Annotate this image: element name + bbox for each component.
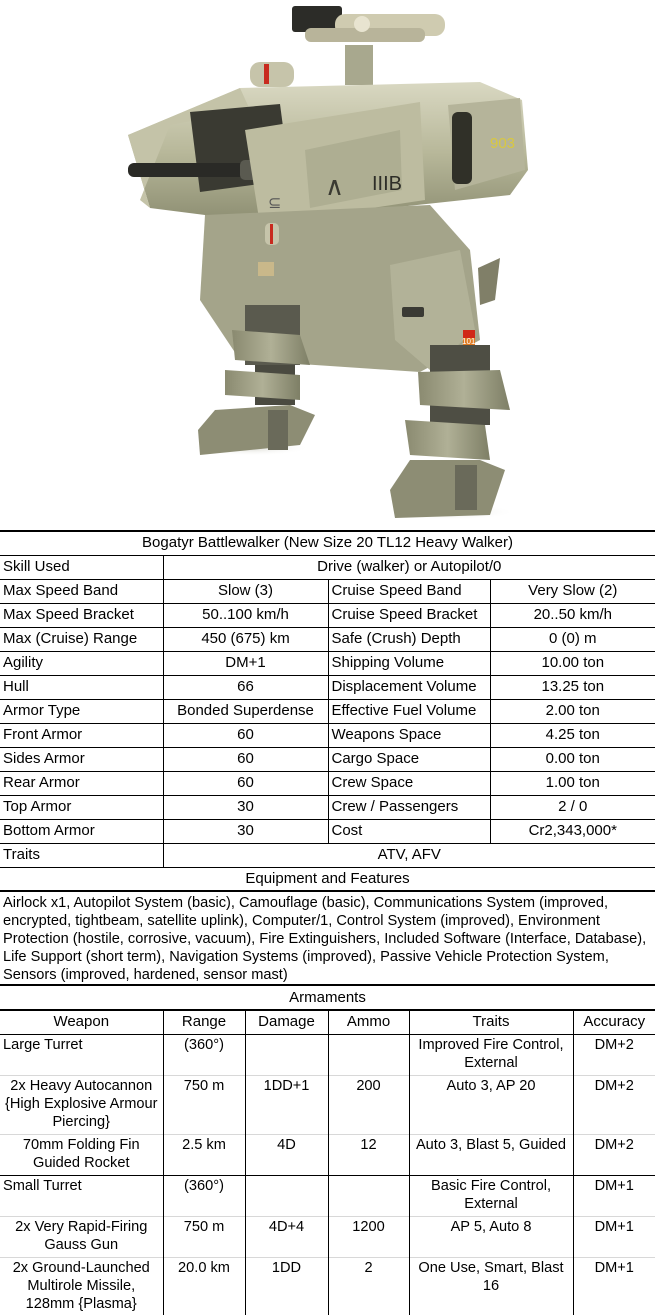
weapon-traits: Auto 3, Blast 5, Guided [409, 1134, 573, 1175]
weapon-name: 70mm Folding Fin Guided Rocket [0, 1134, 163, 1175]
weapon-damage: 4D [245, 1134, 328, 1175]
stat-value: 60 [163, 747, 328, 771]
stat-value: Very Slow (2) [490, 579, 655, 603]
weapon-range: 20.0 km [163, 1257, 245, 1315]
column-header-traits: Traits [409, 1010, 573, 1034]
weapon-accuracy: DM+1 [573, 1175, 655, 1216]
weapon-damage: 4D+4 [245, 1216, 328, 1257]
stat-label: Displacement Volume [328, 675, 490, 699]
vehicle-stats-table [0, 530, 655, 868]
stat-value: 450 (675) km [163, 627, 328, 651]
stat-label: Cargo Space [328, 747, 490, 771]
weapon-accuracy: DM+1 [573, 1257, 655, 1315]
skill-value: Drive (walker) or Autopilot/0 [163, 555, 655, 579]
stat-value: 13.25 ton [490, 675, 655, 699]
weapon-mount-row [0, 1175, 655, 1216]
stats-row [0, 723, 655, 747]
armaments-table [0, 1009, 655, 1315]
stat-label: Weapons Space [328, 723, 490, 747]
column-header-damage: Damage [245, 1010, 328, 1034]
column-header-ammo: Ammo [328, 1010, 409, 1034]
weapon-accuracy: DM+2 [573, 1075, 655, 1134]
skill-label: Skill Used [0, 555, 163, 579]
weapon-row [0, 1216, 655, 1257]
stat-value: Bonded Superdense [163, 699, 328, 723]
stats-row [0, 795, 655, 819]
stat-label: Hull [0, 675, 163, 699]
weapon-traits: Auto 3, AP 20 [409, 1075, 573, 1134]
weapon-range: 750 m [163, 1216, 245, 1257]
svg-text:903: 903 [490, 135, 516, 152]
weapon-range: (360°) [163, 1034, 245, 1075]
stats-row [0, 819, 655, 843]
stat-value: 60 [163, 771, 328, 795]
cost-value: Cr2,343,000* [490, 819, 655, 843]
svg-text:101: 101 [462, 337, 476, 346]
weapon-accuracy: DM+2 [573, 1034, 655, 1075]
stat-value: 2.00 ton [490, 699, 655, 723]
stat-label: Cost [328, 819, 490, 843]
weapon-ammo [328, 1175, 409, 1216]
stat-value: 10.00 ton [490, 651, 655, 675]
stat-label: Bottom Armor [0, 819, 163, 843]
weapon-traits: Basic Fire Control, External [409, 1175, 573, 1216]
stat-label: Armor Type [0, 699, 163, 723]
weapon-range: (360°) [163, 1175, 245, 1216]
weapon-range: 750 m [163, 1075, 245, 1134]
column-header-accuracy: Accuracy [573, 1010, 655, 1034]
stat-value: 50..100 km/h [163, 603, 328, 627]
weapon-damage [245, 1034, 328, 1075]
stats-row [0, 603, 655, 627]
column-header-range: Range [163, 1010, 245, 1034]
stats-row [0, 627, 655, 651]
weapon-damage: 1DD [245, 1257, 328, 1315]
weapon-traits: AP 5, Auto 8 [409, 1216, 573, 1257]
equipment-heading: Equipment and Features [245, 870, 410, 887]
weapon-damage [245, 1175, 328, 1216]
stat-label: Cruise Speed Band [328, 579, 490, 603]
weapon-ammo: 200 [328, 1075, 409, 1134]
stat-value: 60 [163, 723, 328, 747]
stats-row [0, 747, 655, 771]
weapon-ammo [328, 1034, 409, 1075]
weapon-traits: Improved Fire Control, External [409, 1034, 573, 1075]
stat-value: Slow (3) [163, 579, 328, 603]
weapon-mount-row [0, 1034, 655, 1075]
stats-row [0, 699, 655, 723]
stats-row [0, 651, 655, 675]
stat-label: Safe (Crush) Depth [328, 627, 490, 651]
weapon-ammo: 12 [328, 1134, 409, 1175]
stat-label: Max (Cruise) Range [0, 627, 163, 651]
weapon-ammo: 1200 [328, 1216, 409, 1257]
stat-label: Crew / Passengers [328, 795, 490, 819]
equipment-list: Airlock x1, Autopilot System (basic), Camouflage (basic), Communications System (improved, encrypted, tightbeam, satellite uplink), Computer/1, Control System (improved), Environment Protection (hostile, corrosive, vacuum), Fire Extinguishers, Included Software (Interface, Database), Life Support (short term), Navigation Systems (improved), Passive Vehicle Protection System, Sensors (improved, hardened, sensor mast) [0, 890, 655, 986]
weapon-name: Large Turret [0, 1034, 163, 1075]
stats-title-row [0, 531, 655, 555]
traits-label: Traits [0, 843, 163, 867]
weapon-range: 2.5 km [163, 1134, 245, 1175]
armaments-header-row [0, 1010, 655, 1034]
weapon-name: 2x Ground-Launched Multirole Missile, 128mm {Plasma} [0, 1257, 163, 1315]
stat-value: 0 (0) m [490, 627, 655, 651]
weapon-row [0, 1075, 655, 1134]
armaments-heading: Armaments [289, 989, 366, 1006]
stat-label: Cruise Speed Bracket [328, 603, 490, 627]
stat-value: 0.00 ton [490, 747, 655, 771]
stat-label: Sides Armor [0, 747, 163, 771]
svg-text:IIIB: IIIB [372, 173, 403, 195]
weapon-ammo: 2 [328, 1257, 409, 1315]
stat-value: 2 / 0 [490, 795, 655, 819]
stat-label: Max Speed Band [0, 579, 163, 603]
stat-label: Max Speed Bracket [0, 603, 163, 627]
stat-value: 20..50 km/h [490, 603, 655, 627]
svg-text:∧: ∧ [325, 171, 345, 201]
weapon-damage: 1DD+1 [245, 1075, 328, 1134]
stats-row [0, 579, 655, 603]
weapon-traits: One Use, Smart, Blast 16 [409, 1257, 573, 1315]
weapon-accuracy: DM+1 [573, 1216, 655, 1257]
stats-row [0, 555, 655, 579]
traits-value: ATV, AFV [163, 843, 655, 867]
stat-value: 30 [163, 795, 328, 819]
weapon-accuracy: DM+2 [573, 1134, 655, 1175]
stat-value: 4.25 ton [490, 723, 655, 747]
stat-value: 1.00 ton [490, 771, 655, 795]
stat-value: 30 [163, 819, 328, 843]
stats-row [0, 843, 655, 867]
weapon-name: 2x Heavy Autocannon {High Explosive Armour Piercing} [0, 1075, 163, 1134]
stat-label: Crew Space [328, 771, 490, 795]
stat-label: Front Armor [0, 723, 163, 747]
stat-value: 66 [163, 675, 328, 699]
weapon-row [0, 1134, 655, 1175]
stats-row [0, 675, 655, 699]
column-header-weapon: Weapon [0, 1010, 163, 1034]
stat-label: Effective Fuel Volume [328, 699, 490, 723]
stat-label: Agility [0, 651, 163, 675]
weapon-row [0, 1257, 655, 1315]
stat-label: Rear Armor [0, 771, 163, 795]
vehicle-title: Bogatyr Battlewalker (New Size 20 TL12 Heavy Walker) [0, 531, 655, 555]
svg-text:⊆: ⊆ [268, 195, 282, 212]
stat-label: Shipping Volume [328, 651, 490, 675]
mech-illustration [0, 0, 655, 528]
stats-row [0, 771, 655, 795]
stat-value: DM+1 [163, 651, 328, 675]
weapon-name: Small Turret [0, 1175, 163, 1216]
stat-label: Top Armor [0, 795, 163, 819]
battlewalker-render [0, 0, 655, 528]
weapon-name: 2x Very Rapid-Firing Gauss Gun [0, 1216, 163, 1257]
